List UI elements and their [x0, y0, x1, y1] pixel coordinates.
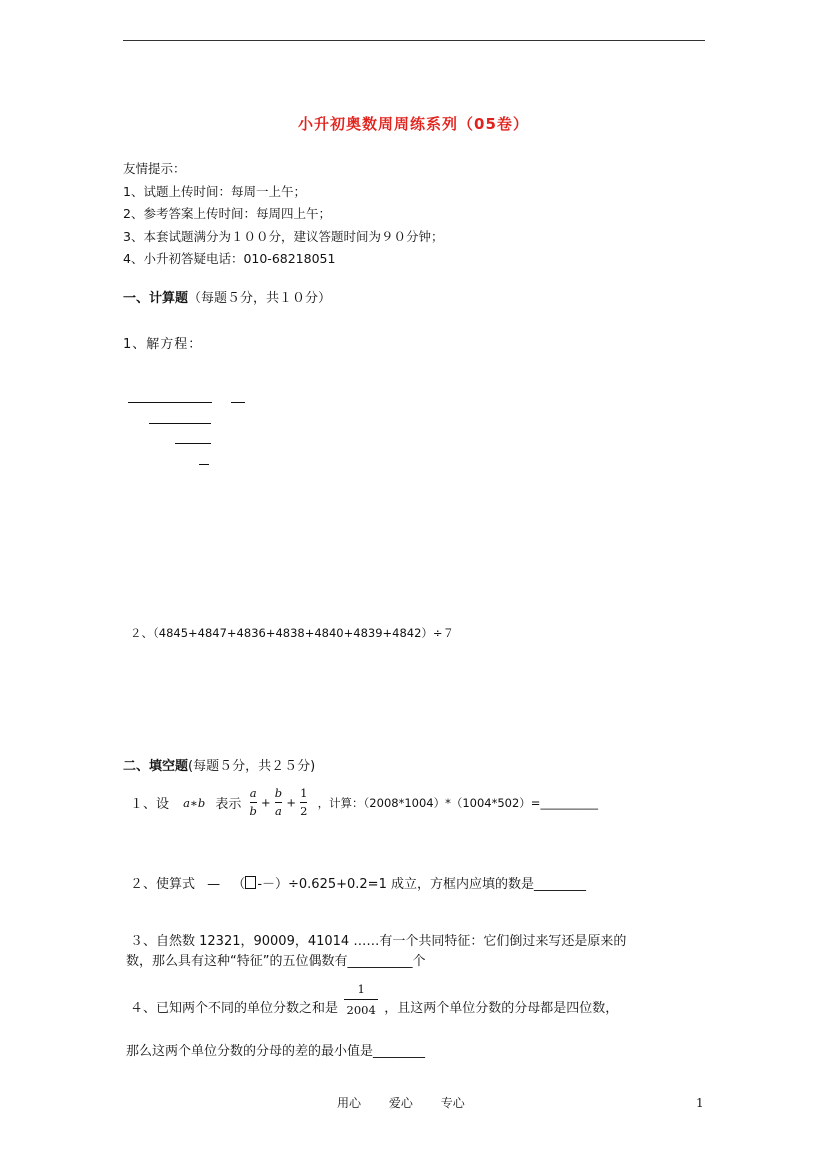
- s1-question-2-text: ２、（4845+4847+4836+4838+4840+4839+4842）÷７: [130, 626, 455, 640]
- footer: [337, 1094, 489, 1111]
- fraction-1-over-2004: [344, 980, 378, 1019]
- fraction-one-half: [300, 786, 307, 819]
- frac-num: b: [274, 786, 283, 800]
- footer-item: 专心: [440, 1096, 465, 1110]
- equation-line: [199, 464, 209, 465]
- tip-item: 2、参考答案上传时间：每周四上午；: [123, 206, 331, 221]
- s2q2-rest: -－）÷0.625+0.2=1 成立，方框内应填的数是________: [257, 877, 586, 892]
- s2q1-expr: a∗b: [183, 795, 206, 810]
- s2q1-prefix: １、设: [130, 797, 170, 812]
- s2q1-suffix: ，计算：（2008*1004）*（1004*502）=__________: [317, 795, 598, 810]
- frac-num: 1: [357, 982, 365, 996]
- tips-block: [123, 158, 443, 271]
- page-number: 1: [696, 1096, 704, 1110]
- frac-num: 1: [300, 786, 308, 800]
- frac-den: b: [249, 804, 257, 818]
- s2-question-2: [130, 873, 586, 892]
- s1-question-1: 1、解方程：: [123, 337, 203, 352]
- equation-line: [149, 423, 211, 424]
- footer-item: 爱心: [388, 1096, 413, 1110]
- tip-item: 1、试题上传时间：每周一上午；: [123, 183, 306, 199]
- equation-line: [128, 402, 212, 403]
- frac-num: a: [249, 786, 257, 800]
- footer-item: 用心: [337, 1096, 362, 1110]
- fraction-a-over-b: [250, 786, 257, 819]
- section2-header: [123, 755, 315, 774]
- plus-sign: +: [286, 795, 296, 810]
- s2q2-open-paren: （: [232, 877, 246, 892]
- s2-question-3-line2: 数，那么具有这种“特征”的五位偶数有__________个: [126, 954, 426, 969]
- section1-note: （每题５分，共１０分）: [188, 291, 332, 306]
- section1-heading: 一、计算题: [123, 291, 189, 306]
- frac-den: a: [275, 804, 282, 818]
- s2-question-4-line2: 那么这两个单位分数的分母的差的最小值是________: [126, 1044, 426, 1059]
- equation-line: [231, 402, 245, 403]
- page-title: 小升初奥数周周练系列（05卷）: [298, 115, 529, 133]
- equation-line: [175, 443, 211, 444]
- fraction-b-over-a: [275, 786, 282, 819]
- section1-header: [123, 287, 331, 306]
- s2q4-suffix: ，且这两个单位分数的分母都是四位数，: [384, 1001, 619, 1016]
- s1-question-2: [130, 625, 454, 641]
- header-rule: [123, 40, 705, 41]
- frac-den: 2: [300, 804, 308, 818]
- s2q4-prefix: ４、已知两个不同的单位分数之和是: [130, 1001, 339, 1016]
- tip-item: 4、小升初答疑电话：010-68218051: [123, 251, 336, 266]
- s2q2-dash: —: [207, 877, 221, 892]
- blank-box-icon: [245, 876, 256, 889]
- tips-heading: 友情提示：: [123, 161, 186, 176]
- s2q2-prefix: ２、使算式: [130, 877, 196, 892]
- section2-heading: 二、填空题: [123, 759, 189, 774]
- s2-question-1: [130, 786, 598, 819]
- s2-question-4: [130, 980, 618, 1019]
- section2-note: (每题５分，共２５分): [188, 759, 316, 774]
- s2-question-3-line1: ３、自然数 12321，90009，41014 ……有一个共同特征：它们倒过来写还是原来的: [130, 934, 627, 949]
- tip-item: 3、本套试题满分为１００分，建议答题时间为９０分钟；: [123, 228, 444, 244]
- frac-den: 2004: [346, 1003, 376, 1017]
- plus-sign: +: [261, 795, 271, 810]
- s2q1-mid: 表示: [215, 797, 242, 812]
